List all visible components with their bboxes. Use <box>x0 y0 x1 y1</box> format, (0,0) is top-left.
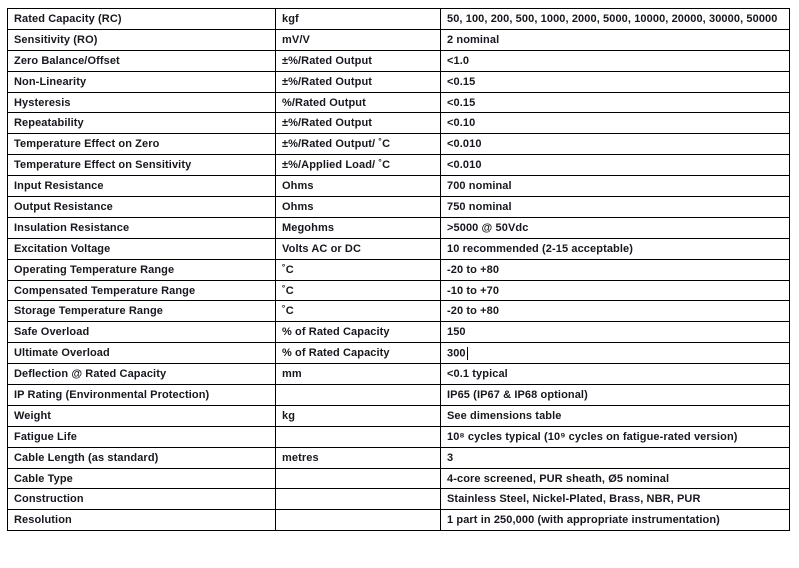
table-row <box>8 405 790 426</box>
units-cell-text: kgf <box>282 12 299 25</box>
parameter-cell-text: Zero Balance/Offset <box>14 54 120 67</box>
table-row <box>8 155 790 176</box>
parameter-cell-text: Hysteresis <box>14 96 71 109</box>
units-cell[interactable] <box>276 322 441 343</box>
units-cell[interactable] <box>276 238 441 259</box>
units-cell[interactable] <box>276 510 441 531</box>
value-cell[interactable] <box>441 426 790 447</box>
parameter-cell-text: Temperature Effect on Zero <box>14 138 160 151</box>
value-cell[interactable] <box>441 301 790 322</box>
parameter-cell[interactable] <box>8 280 276 301</box>
parameter-cell[interactable] <box>8 217 276 238</box>
units-cell[interactable] <box>276 280 441 301</box>
units-cell-text: ±%/Rated Output <box>282 117 373 130</box>
units-cell-text: ±%/Rated Output <box>282 75 373 88</box>
units-cell[interactable] <box>276 9 441 30</box>
value-cell-text: <0.010 <box>447 159 482 172</box>
parameter-cell-text: Cable Type <box>14 472 73 485</box>
value-cell-text: See dimensions table <box>447 409 562 422</box>
parameter-cell-text: Insulation Resistance <box>14 221 130 234</box>
value-cell[interactable] <box>441 510 790 531</box>
table-row <box>8 489 790 510</box>
units-cell-text: metres <box>282 451 319 464</box>
table-row <box>8 217 790 238</box>
units-cell[interactable] <box>276 301 441 322</box>
parameter-cell-text: Weight <box>14 409 52 422</box>
units-cell-text: ±%/Rated Output <box>282 54 373 67</box>
table-row <box>8 113 790 134</box>
units-cell-text: ˚C <box>282 263 294 276</box>
units-cell[interactable] <box>276 29 441 50</box>
parameter-cell-text: Construction <box>14 493 84 506</box>
units-cell[interactable] <box>276 155 441 176</box>
value-cell[interactable] <box>441 50 790 71</box>
parameter-cell[interactable] <box>8 9 276 30</box>
value-cell[interactable] <box>441 176 790 197</box>
value-cell-text: <0.15 <box>447 96 476 109</box>
parameter-cell-text: Fatigue Life <box>14 430 77 443</box>
value-cell-text: 300 <box>447 347 466 360</box>
units-cell-text: Ohms <box>282 200 314 213</box>
table-row <box>8 343 790 364</box>
units-cell[interactable] <box>276 489 441 510</box>
parameter-cell-text: Temperature Effect on Sensitivity <box>14 159 192 172</box>
parameter-cell-text: Rated Capacity (RC) <box>14 12 122 25</box>
table-row <box>8 238 790 259</box>
units-cell[interactable] <box>276 259 441 280</box>
value-cell-text: <1.0 <box>447 54 470 67</box>
parameter-cell[interactable] <box>8 405 276 426</box>
value-cell[interactable] <box>441 92 790 113</box>
table-row <box>8 29 790 50</box>
value-cell[interactable] <box>441 71 790 92</box>
units-cell[interactable] <box>276 217 441 238</box>
units-cell[interactable] <box>276 113 441 134</box>
units-cell[interactable] <box>276 447 441 468</box>
units-cell[interactable] <box>276 71 441 92</box>
value-cell-text: 10⁸ cycles typical (10⁹ cycles on fatigue-rated version) <box>447 430 738 443</box>
value-cell[interactable] <box>441 447 790 468</box>
parameter-cell-text: Deflection @ Rated Capacity <box>14 368 167 381</box>
table-row <box>8 385 790 406</box>
value-cell[interactable] <box>441 197 790 218</box>
parameter-cell[interactable] <box>8 113 276 134</box>
value-cell[interactable] <box>441 468 790 489</box>
parameter-cell[interactable] <box>8 50 276 71</box>
table-row <box>8 280 790 301</box>
units-cell[interactable] <box>276 197 441 218</box>
parameter-cell[interactable] <box>8 322 276 343</box>
table-row <box>8 50 790 71</box>
value-cell-text: -20 to +80 <box>447 263 500 276</box>
value-cell-text: <0.1 typical <box>447 368 508 381</box>
table-row <box>8 71 790 92</box>
units-cell[interactable] <box>276 92 441 113</box>
units-cell-text: %/Rated Output <box>282 96 366 109</box>
value-cell[interactable] <box>441 9 790 30</box>
units-cell[interactable] <box>276 176 441 197</box>
text-cursor <box>467 347 468 360</box>
units-cell-text: ±%/Applied Load/ ˚C <box>282 159 391 172</box>
value-cell-text: IP65 (IP67 & IP68 optional) <box>447 388 588 401</box>
units-cell-text: ˚C <box>282 305 294 318</box>
spec-table <box>7 8 790 531</box>
value-cell-text: -10 to +70 <box>447 284 500 297</box>
table-row <box>8 364 790 385</box>
value-cell-text: 750 nominal <box>447 200 512 213</box>
table-row <box>8 510 790 531</box>
table-row <box>8 134 790 155</box>
value-cell-text: 150 <box>447 326 466 339</box>
parameter-cell-text: Output Resistance <box>14 200 113 213</box>
parameter-cell[interactable] <box>8 155 276 176</box>
value-cell[interactable] <box>441 134 790 155</box>
parameter-cell[interactable] <box>8 176 276 197</box>
parameter-cell-text: Repeatability <box>14 117 84 130</box>
value-cell-text: Stainless Steel, Nickel-Plated, Brass, NBR, PUR <box>447 493 701 506</box>
units-cell-text: mm <box>282 368 302 381</box>
value-cell[interactable] <box>441 405 790 426</box>
parameter-cell[interactable] <box>8 510 276 531</box>
parameter-cell-text: IP Rating (Environmental Protection) <box>14 388 210 401</box>
value-cell[interactable] <box>441 364 790 385</box>
spec-table-body <box>8 9 790 531</box>
table-row <box>8 301 790 322</box>
parameter-cell-text: Operating Temperature Range <box>14 263 175 276</box>
units-cell-text: Volts AC or DC <box>282 242 362 255</box>
parameter-cell-text: Ultimate Overload <box>14 347 110 360</box>
table-row <box>8 197 790 218</box>
value-cell[interactable] <box>441 280 790 301</box>
value-cell-text: 2 nominal <box>447 33 500 46</box>
value-cell-text: 4-core screened, PUR sheath, Ø5 nominal <box>447 472 670 485</box>
parameter-cell-text: Input Resistance <box>14 180 104 193</box>
parameter-cell-text: Storage Temperature Range <box>14 305 164 318</box>
value-cell-text: 50, 100, 200, 500, 1000, 2000, 5000, 10000, 20000, 30000, 50000 <box>447 12 778 25</box>
units-cell[interactable] <box>276 343 441 364</box>
parameter-cell[interactable] <box>8 301 276 322</box>
value-cell-text: -20 to +80 <box>447 305 500 318</box>
table-row <box>8 176 790 197</box>
value-cell[interactable] <box>441 489 790 510</box>
value-cell[interactable] <box>441 155 790 176</box>
parameter-cell-text: Excitation Voltage <box>14 242 111 255</box>
value-cell-text: >5000 @ 50Vdc <box>447 221 529 234</box>
parameter-cell-text: Resolution <box>14 514 72 527</box>
value-cell[interactable] <box>441 238 790 259</box>
parameter-cell[interactable] <box>8 29 276 50</box>
value-cell-text: 3 <box>447 451 454 464</box>
parameter-cell[interactable] <box>8 71 276 92</box>
value-cell[interactable] <box>441 343 790 364</box>
units-cell[interactable] <box>276 405 441 426</box>
units-cell-text: kg <box>282 409 296 422</box>
value-cell-text: <0.010 <box>447 138 482 151</box>
parameter-cell[interactable] <box>8 259 276 280</box>
value-cell[interactable] <box>441 113 790 134</box>
parameter-cell[interactable] <box>8 134 276 155</box>
value-cell-text: <0.15 <box>447 75 476 88</box>
parameter-cell[interactable] <box>8 447 276 468</box>
value-cell[interactable] <box>441 322 790 343</box>
units-cell[interactable] <box>276 385 441 406</box>
units-cell-text: Ohms <box>282 180 314 193</box>
parameter-cell-text: Cable Length (as standard) <box>14 451 159 464</box>
units-cell[interactable] <box>276 134 441 155</box>
parameter-cell[interactable] <box>8 468 276 489</box>
table-row <box>8 468 790 489</box>
units-cell-text: Megohms <box>282 221 335 234</box>
table-row <box>8 426 790 447</box>
parameter-cell-text: Non-Linearity <box>14 75 87 88</box>
parameter-cell[interactable] <box>8 489 276 510</box>
parameter-cell[interactable] <box>8 385 276 406</box>
table-row <box>8 9 790 30</box>
units-cell-text: ˚C <box>282 284 294 297</box>
units-cell[interactable] <box>276 426 441 447</box>
units-cell-text: ±%/Rated Output/ ˚C <box>282 138 391 151</box>
value-cell-text: <0.10 <box>447 117 476 130</box>
value-cell[interactable] <box>441 29 790 50</box>
parameter-cell[interactable] <box>8 364 276 385</box>
value-cell-text: 700 nominal <box>447 180 512 193</box>
units-cell-text: % of Rated Capacity <box>282 347 390 360</box>
parameter-cell[interactable] <box>8 343 276 364</box>
parameter-cell-text: Safe Overload <box>14 326 90 339</box>
value-cell-text: 1 part in 250,000 (with appropriate instrumentation) <box>447 514 720 527</box>
parameter-cell[interactable] <box>8 92 276 113</box>
units-cell[interactable] <box>276 50 441 71</box>
parameter-cell[interactable] <box>8 197 276 218</box>
parameter-cell-text: Compensated Temperature Range <box>14 284 196 297</box>
units-cell-text: % of Rated Capacity <box>282 326 390 339</box>
table-row <box>8 322 790 343</box>
value-cell[interactable] <box>441 385 790 406</box>
units-cell[interactable] <box>276 468 441 489</box>
parameter-cell[interactable] <box>8 426 276 447</box>
parameter-cell[interactable] <box>8 238 276 259</box>
table-row <box>8 259 790 280</box>
table-row <box>8 92 790 113</box>
units-cell-text: mV/V <box>282 33 310 46</box>
parameter-cell-text: Sensitivity (RO) <box>14 33 98 46</box>
value-cell[interactable] <box>441 217 790 238</box>
value-cell-text: 10 recommended (2-15 acceptable) <box>447 242 633 255</box>
table-row <box>8 447 790 468</box>
value-cell[interactable] <box>441 259 790 280</box>
units-cell[interactable] <box>276 364 441 385</box>
